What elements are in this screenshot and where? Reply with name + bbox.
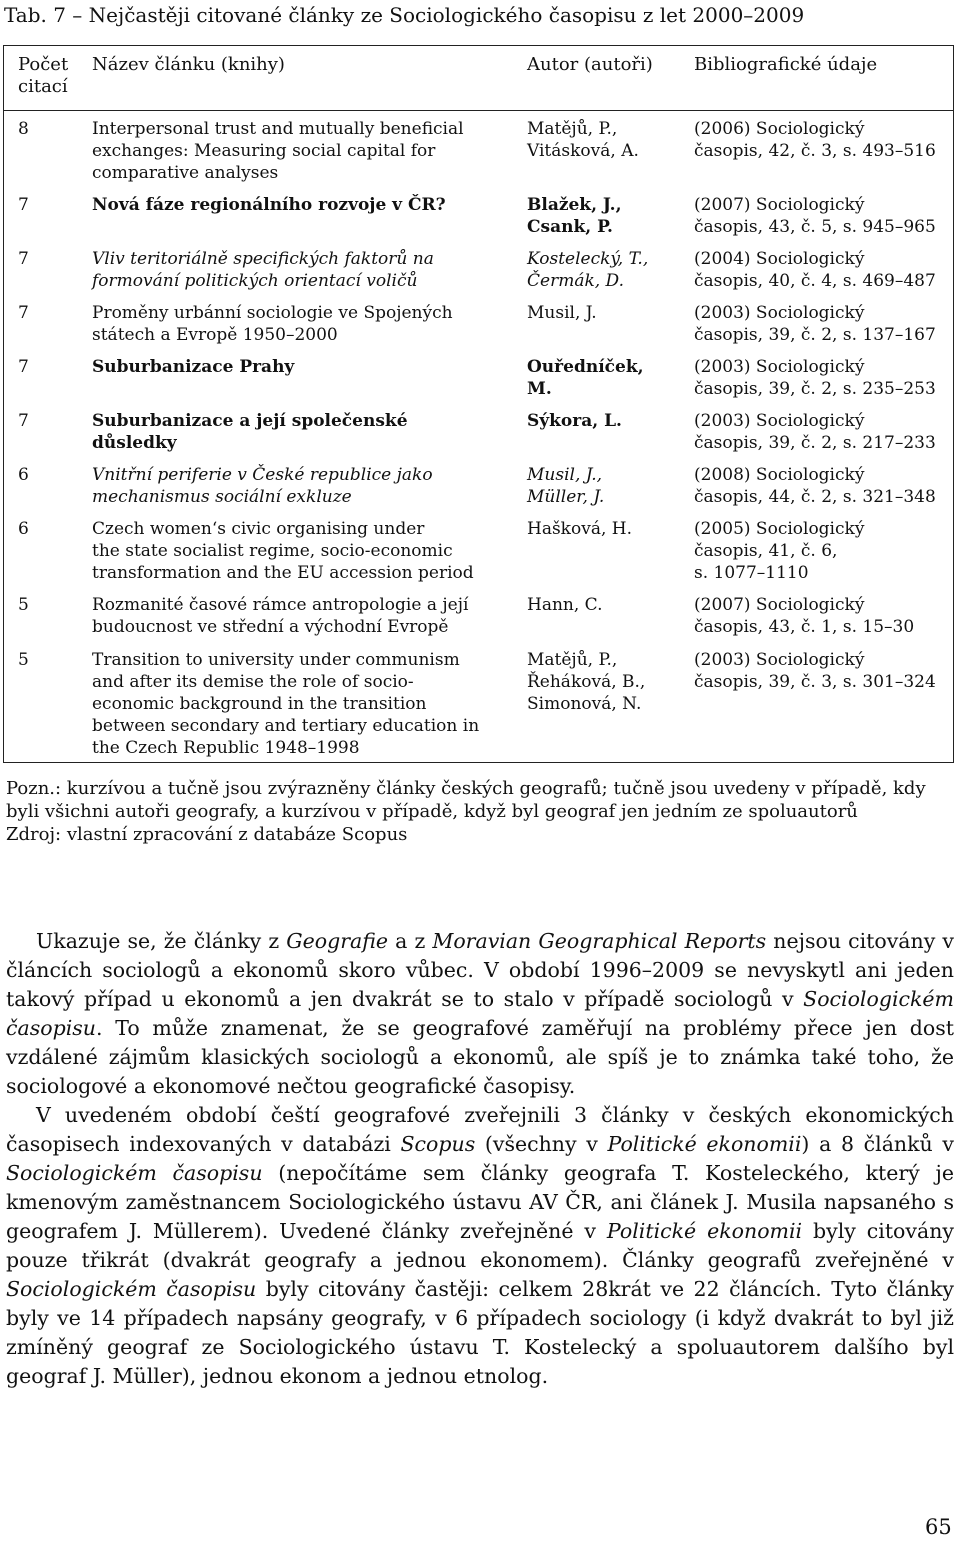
- row-bibliography-line: s. 1077–1110: [694, 563, 809, 583]
- row-article-title-line: Suburbanizace a její společenské: [92, 411, 408, 431]
- row-authors: [527, 410, 622, 432]
- row-citation-count: 8: [18, 119, 29, 139]
- row-article-title: [92, 594, 468, 638]
- header-title: Název článku (knihy): [92, 54, 285, 75]
- row-bibliography: [694, 464, 936, 508]
- row-bibliography: [694, 248, 936, 292]
- header-count: [18, 54, 68, 98]
- italic-text-run: Sociologickém časopisu: [6, 1277, 257, 1301]
- row-bibliography: [694, 594, 914, 638]
- row-bibliography: [694, 410, 936, 454]
- row-authors-line: Simonová, N.: [527, 694, 642, 714]
- row-bibliography: [694, 302, 936, 346]
- row-article-title-line: and after its demise the role of socio-: [92, 672, 414, 692]
- row-bibliography-line: časopis, 39, č. 3, s. 301–324: [694, 672, 936, 692]
- row-article-title-line: Suburbanizace Prahy: [92, 357, 295, 377]
- italic-text-run: Scopus: [400, 1132, 476, 1156]
- row-bibliography: [694, 518, 864, 584]
- row-article-title-line: budoucnost ve střední a východní Evropě: [92, 617, 449, 637]
- text-run: V uvedeném období čeští geografové zveřejnili 3 články v českých ekonomických časopisech indexovaných v databázi: [6, 1103, 954, 1156]
- row-citation-count: 7: [18, 195, 29, 215]
- row-bibliography: [694, 118, 936, 162]
- row-authors-line: Ouředníček,: [527, 357, 644, 377]
- body-paragraph: [6, 1101, 954, 1391]
- text-run: . To může znamenat, že se geografové zaměřují na problémy přece jen dost vzdálené zájmům klasických sociologů a ekonomů, ale spíš je to známka také toho, že sociologové a ekonomové nečtou geografické časopisy.: [6, 1016, 954, 1098]
- row-bibliography-line: (2003) Sociologický: [694, 303, 865, 323]
- row-article-title: [92, 194, 446, 216]
- row-article-title-line: Rozmanité časové rámce antropologie a její: [92, 595, 469, 615]
- row-article-title-line: Nová fáze regionálního rozvoje v ČR?: [92, 195, 446, 215]
- row-authors: [527, 594, 602, 616]
- row-authors-line: M.: [527, 379, 552, 399]
- row-article-title-line: důsledky: [92, 433, 177, 453]
- row-citation-count: 7: [18, 411, 29, 431]
- row-bibliography-line: časopis, 39, č. 2, s. 137–167: [694, 325, 936, 345]
- row-bibliography-line: (2003) Sociologický: [694, 411, 865, 431]
- row-bibliography-line: (2003) Sociologický: [694, 650, 865, 670]
- text-run: nejsou citovány v článcích sociologů a ekonomů skoro vůbec. V období 1996–2009 se nevyskytl ani jeden takový případ u ekonomů a jen dvakrát se to stalo v případě sociologů v: [6, 929, 954, 1011]
- row-bibliography-line: (2008) Sociologický: [694, 465, 865, 485]
- row-bibliography-line: (2007) Sociologický: [694, 195, 865, 215]
- row-bibliography-line: časopis, 39, č. 2, s. 235–253: [694, 379, 936, 399]
- row-authors: [527, 356, 644, 400]
- row-authors: [527, 518, 632, 540]
- row-bibliography-line: časopis, 41, č. 6,: [694, 541, 838, 561]
- text-run: a z: [388, 929, 433, 953]
- header-biblio: Bibliografické údaje: [694, 54, 878, 75]
- row-article-title-line: exchanges: Measuring social capital for: [92, 141, 436, 161]
- header-count-line: citací: [18, 76, 68, 97]
- row-article-title-line: between secondary and tertiary education in: [92, 716, 480, 736]
- row-article-title-line: the Czech Republic 1948–1998: [92, 738, 360, 758]
- row-authors-line: Hašková, H.: [527, 519, 632, 539]
- header-author: Autor (autoři): [527, 54, 653, 75]
- text-run: byly citovány pouze třikrát (dvakrát geografy a jednou ekonomem). Články geografů zveřejněné v: [6, 1219, 954, 1272]
- row-citation-count: 5: [18, 595, 29, 615]
- row-authors: [527, 649, 645, 715]
- table-caption: Tab. 7 – Nejčastěji citované články ze Sociologického časopisu z let 2000–2009: [4, 3, 805, 27]
- row-authors: [527, 194, 622, 238]
- italic-text-run: Politické ekonomii: [607, 1132, 802, 1156]
- italic-text-run: Politické ekonomii: [606, 1219, 803, 1243]
- row-citation-count: 6: [18, 465, 29, 485]
- text-run: (nepočítáme sem články geografa T. Kosteleckého, který je kmenovým zaměstnancem Sociologického ústavu AV ČR, ani článek J. Musila napsaného s geografem J. Müllerem). Uvedené články zveřejněné v: [6, 1161, 954, 1243]
- body-text: [6, 927, 954, 1391]
- row-bibliography-line: časopis, 43, č. 5, s. 945–965: [694, 217, 936, 237]
- row-authors-line: Čermák, D.: [527, 271, 624, 291]
- row-bibliography-line: časopis, 42, č. 3, s. 493–516: [694, 141, 936, 161]
- row-bibliography: [694, 356, 936, 400]
- row-bibliography: [694, 194, 936, 238]
- row-article-title-line: Interpersonal trust and mutually beneficial: [92, 119, 464, 139]
- italic-text-run: Geografie: [286, 929, 389, 953]
- row-article-title: [92, 649, 479, 759]
- row-citation-count: 6: [18, 519, 29, 539]
- header-count-line: Počet: [18, 54, 69, 75]
- row-article-title-line: comparative analyses: [92, 163, 279, 183]
- row-article-title-line: formování politických orientací voličů: [92, 271, 418, 291]
- italic-text-run: Sociologickém časopisu: [6, 987, 954, 1040]
- row-bibliography: [694, 649, 936, 693]
- row-authors-line: Řeháková, B.,: [527, 672, 646, 692]
- row-authors: [527, 248, 648, 292]
- row-bibliography-line: (2006) Sociologický: [694, 119, 865, 139]
- row-article-title-line: státech a Evropě 1950–2000: [92, 325, 338, 345]
- row-bibliography-line: časopis, 43, č. 1, s. 15–30: [694, 617, 915, 637]
- citation-table: [3, 45, 954, 763]
- italic-text-run: Sociologickém časopisu: [6, 1161, 263, 1185]
- row-bibliography-line: časopis, 40, č. 4, s. 469–487: [694, 271, 936, 291]
- header-divider: [4, 110, 953, 111]
- row-article-title: [92, 302, 453, 346]
- row-authors-line: Hann, C.: [527, 595, 603, 615]
- row-authors-line: Matějů, P.,: [527, 119, 618, 139]
- body-paragraph: [6, 927, 954, 1101]
- row-article-title-line: the state socialist regime, socio-economic: [92, 541, 453, 561]
- row-article-title-line: Vnitřní periferie v České republice jako: [92, 465, 433, 485]
- row-article-title-line: Vliv teritoriálně specifických faktorů na: [92, 249, 434, 269]
- row-authors-line: Matějů, P.,: [527, 650, 618, 670]
- row-authors-line: Vitásková, A.: [527, 141, 639, 161]
- row-bibliography-line: (2003) Sociologický: [694, 357, 865, 377]
- italic-text-run: Moravian Geographical Reports: [432, 929, 767, 953]
- row-article-title: [92, 464, 433, 508]
- page-number: 65: [925, 1515, 952, 1539]
- row-citation-count: 7: [18, 249, 29, 269]
- row-article-title: [92, 518, 474, 584]
- row-authors: [527, 302, 597, 324]
- text-run: byly citovány častěji: celkem 28krát ve 22 článcích. Tyto články byly ve 14 případech napsány geografy, v 6 případech sociology (i když dvakrát to byl již zmíněný geograf ze Sociologického ústavu T. Kostelecký a spoluautorem dalšího byl geograf J. Müller), jednou ekonom a jednou etnolog.: [6, 1277, 954, 1388]
- row-article-title-line: Czech women‘s civic organising under: [92, 519, 425, 539]
- row-bibliography-line: (2007) Sociologický: [694, 595, 865, 615]
- row-citation-count: 7: [18, 303, 29, 323]
- row-bibliography-line: (2005) Sociologický: [694, 519, 865, 539]
- row-article-title: [92, 356, 294, 378]
- row-authors: [527, 118, 639, 162]
- table-notes: [6, 777, 956, 846]
- row-authors-line: Müller, J.: [527, 487, 605, 507]
- text-run: Ukazuje se, že články z: [36, 929, 287, 953]
- text-run: (všechny v: [475, 1132, 608, 1156]
- text-run: ) a 8 článků v: [801, 1132, 954, 1156]
- row-article-title: [92, 410, 408, 454]
- row-authors-line: Sýkora, L.: [527, 411, 622, 431]
- row-citation-count: 5: [18, 650, 29, 670]
- row-bibliography-line: (2004) Sociologický: [694, 249, 865, 269]
- row-citation-count: 7: [18, 357, 29, 377]
- row-bibliography-line: časopis, 39, č. 2, s. 217–233: [694, 433, 936, 453]
- note-pozn: Pozn.: kurzívou a tučně jsou zvýrazněny články českých geografů; tučně jsou uvedeny v případě, kdy byli všichni autoři geografy, a kurzívou v případě, když byl geograf jen jedním ze spoluautorů: [6, 778, 926, 822]
- row-bibliography-line: časopis, 44, č. 2, s. 321–348: [694, 487, 936, 507]
- row-authors-line: Musil, J.,: [527, 465, 603, 485]
- row-article-title-line: Transition to university under communism: [92, 650, 460, 670]
- row-authors-line: Blažek, J.,: [527, 195, 622, 215]
- row-article-title-line: Proměny urbánní sociologie ve Spojených: [92, 303, 453, 323]
- row-article-title-line: transformation and the EU accession period: [92, 563, 474, 583]
- row-authors-line: Csank, P.: [527, 217, 613, 237]
- note-source: Zdroj: vlastní zpracování z databáze Scopus: [6, 824, 408, 845]
- row-article-title-line: economic background in the transition: [92, 694, 427, 714]
- row-authors-line: Musil, J.: [527, 303, 597, 323]
- row-authors: [527, 464, 604, 508]
- row-authors-line: Kostelecký, T.,: [527, 249, 649, 269]
- row-article-title: [92, 248, 434, 292]
- row-article-title: [92, 118, 464, 184]
- row-article-title-line: mechanismus sociální exkluze: [92, 487, 352, 507]
